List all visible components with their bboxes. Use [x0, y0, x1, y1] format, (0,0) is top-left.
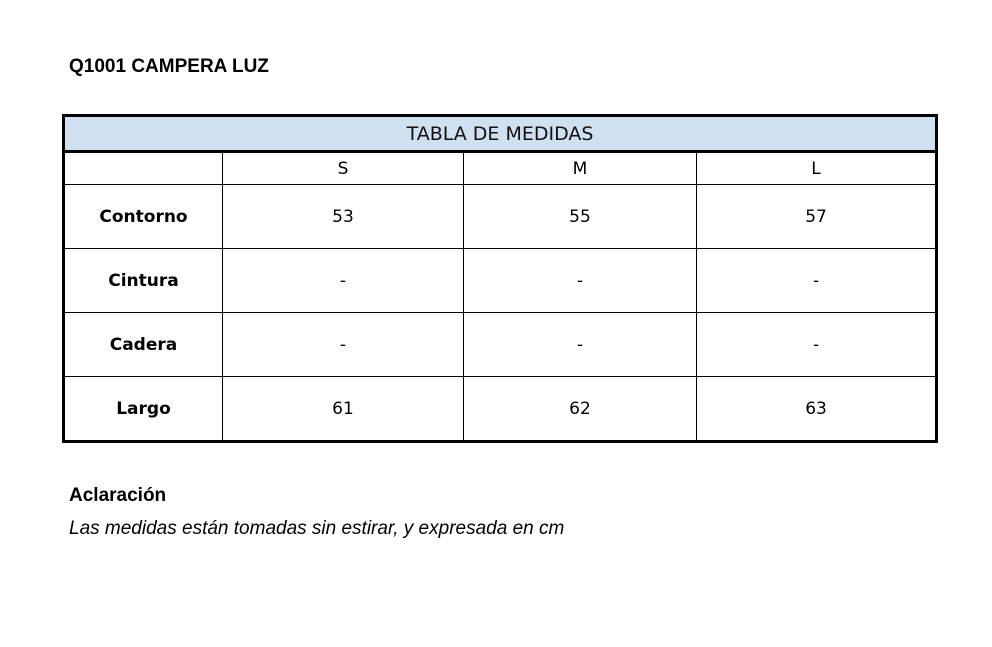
- table-row: [64, 249, 937, 313]
- table-cell: 61: [223, 377, 464, 442]
- table-row: [64, 313, 937, 377]
- table-cell: -: [464, 249, 697, 313]
- table-cell: 57: [697, 185, 937, 249]
- note-title: Aclaración: [69, 485, 167, 506]
- table-cell: 62: [464, 377, 697, 442]
- table-cell: 63: [697, 377, 937, 442]
- row-label-largo: Largo: [64, 377, 223, 442]
- column-header-s: S: [223, 152, 464, 185]
- table-header-row: [64, 152, 937, 185]
- column-header-l: L: [697, 152, 937, 185]
- row-label-cintura: Cintura: [64, 249, 223, 313]
- row-label-cadera: Cadera: [64, 313, 223, 377]
- table-title-row: [64, 116, 937, 152]
- table-cell: -: [464, 313, 697, 377]
- note-text: Las medidas están tomadas sin estirar, y expresada en cm: [69, 518, 565, 539]
- table-cell: -: [223, 313, 464, 377]
- table-cell: 55: [464, 185, 697, 249]
- row-label-contorno: Contorno: [64, 185, 223, 249]
- size-table: [62, 114, 938, 443]
- product-title: Q1001 CAMPERA LUZ: [69, 56, 269, 77]
- table-cell: -: [697, 313, 937, 377]
- table-cell: -: [697, 249, 937, 313]
- column-header-empty: [64, 152, 223, 185]
- table-row: [64, 185, 937, 249]
- table-cell: -: [223, 249, 464, 313]
- table-row: [64, 377, 937, 442]
- table-cell: 53: [223, 185, 464, 249]
- table-title: TABLA DE MEDIDAS: [64, 116, 937, 152]
- column-header-m: M: [464, 152, 697, 185]
